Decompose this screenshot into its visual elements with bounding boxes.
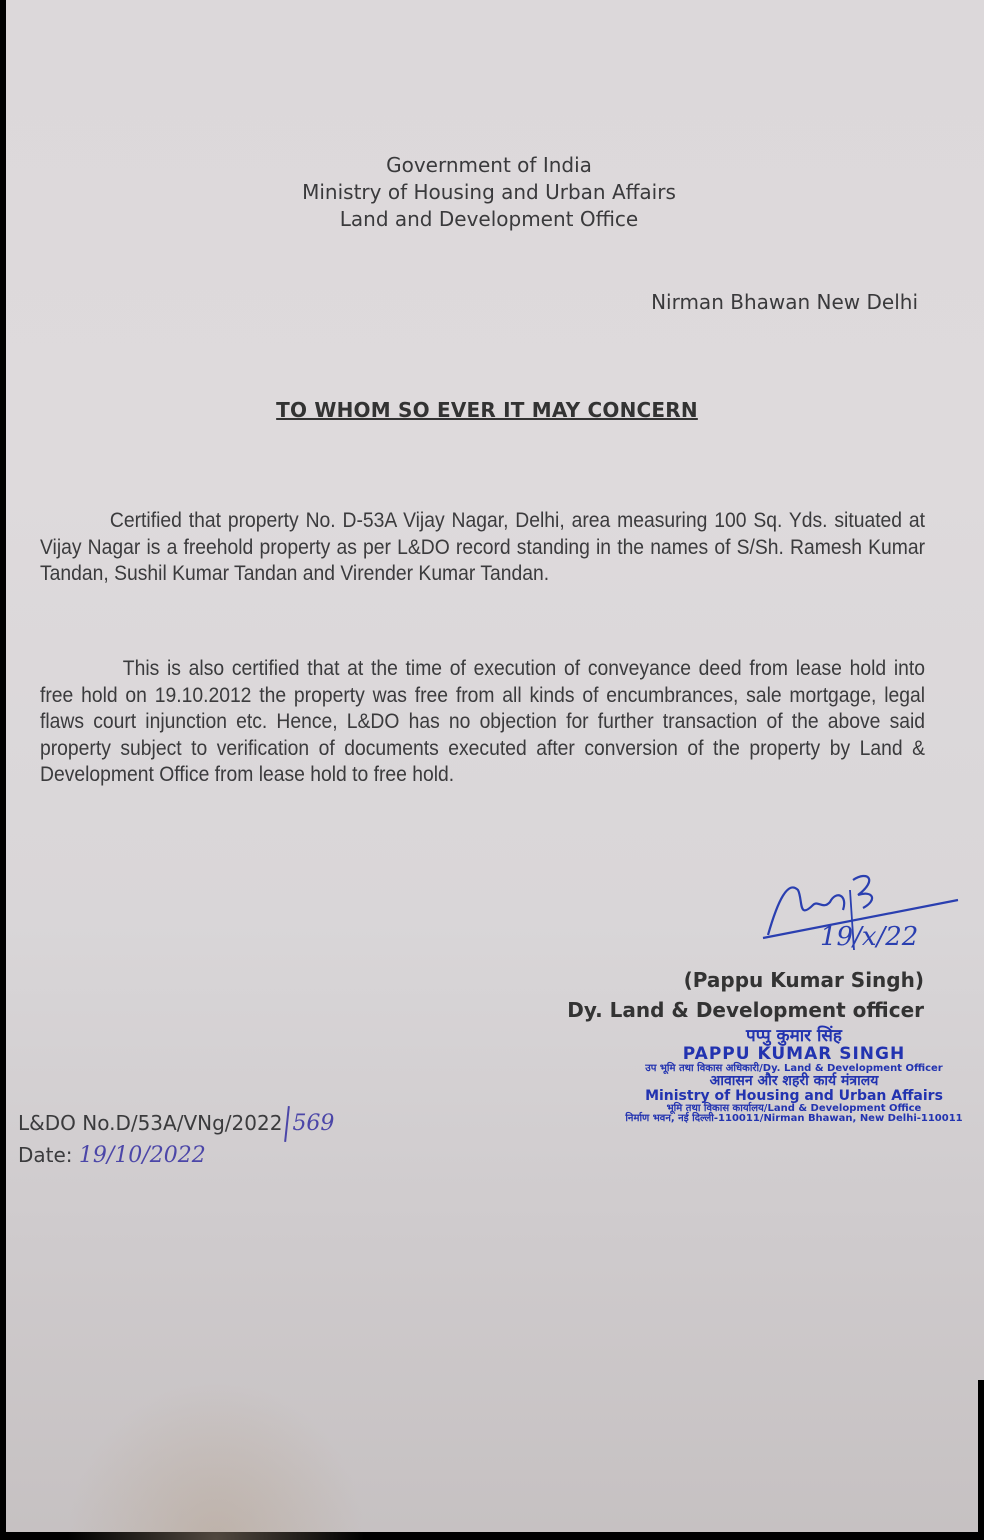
signatory-block (567, 965, 924, 1025)
signatory-title: Dy. Land & Development officer (567, 998, 924, 1022)
stamp-ministry-hindi: आवासन और शहरी कार्य मंत्रालय (709, 1073, 879, 1090)
stamp-designation: उप भूमि तथा विकास अधिकारी/Dy. Land & Development Officer (645, 1062, 943, 1074)
reference-number-line (18, 1106, 334, 1142)
reference-number-handwritten: 569 (292, 1111, 335, 1136)
signatory-name: (Pappu Kumar Singh) (683, 968, 924, 992)
stamp-address: निर्माण भवन, नई दिल्ली-110011/Nirman Bhawan, New Delhi-110011 (625, 1113, 963, 1125)
letterhead-line-office: Land and Development Office (339, 207, 639, 231)
document-page (6, 0, 984, 1532)
handwritten-signature (758, 860, 968, 950)
date-handwritten: 19/10/2022 (78, 1143, 206, 1168)
issuing-place: Nirman Bhawan New Delhi (651, 290, 918, 314)
reference-date-line (18, 1142, 334, 1169)
letterhead-line-ministry: Ministry of Housing and Urban Affairs (302, 180, 676, 204)
page-edge-shadow (978, 1380, 984, 1532)
date-label: Date: (18, 1143, 73, 1167)
letterhead-line-government: Government of India (386, 153, 592, 177)
subject-heading: TO WHOM SO EVER IT MAY CONCERN (276, 398, 698, 422)
stamp-name-english: PAPPU KUMAR SINGH (682, 1043, 906, 1064)
stamp-ministry-english: Ministry of Housing and Urban Affairs (645, 1087, 943, 1104)
reference-number: L&DO No.D/53A/VNg/2022 (18, 1111, 283, 1135)
certificate-paragraph-1: Certified that property No. D-53A Vijay Nagar, Delhi, area measuring 100 Sq. Yds. situated at Vijay Nagar is a freehold property as per L&DO record standing in the names of S/Sh. Ramesh Kumar Tandan, Sushil Kumar Tandan and Virender Kumar Tandan. (40, 509, 926, 585)
certificate-paragraph-2: This is also certified that at the time of execution of conveyance deed from lease hold into free hold on 19.10.2012 the property was free from all kinds of encumbrances, sale mortgage, legal flaws court injunction etc. Hence, L&DO has no objection for further transaction of the above said property subject to verification of documents executed after conversion of the property by Land & Development Office from lease hold to free hold. (40, 657, 926, 786)
signature-date: 19/x/22 (820, 922, 919, 950)
reference-block (18, 1106, 334, 1169)
official-stamp (618, 1028, 970, 1125)
handwritten-slash (285, 1106, 291, 1142)
stamp-office: भूमि तथा विकास कार्यालय/Land & Development Office (666, 1102, 922, 1114)
letterhead (6, 152, 972, 233)
stamp-name-hindi: पप्पु कुमार सिंह (746, 1026, 842, 1046)
